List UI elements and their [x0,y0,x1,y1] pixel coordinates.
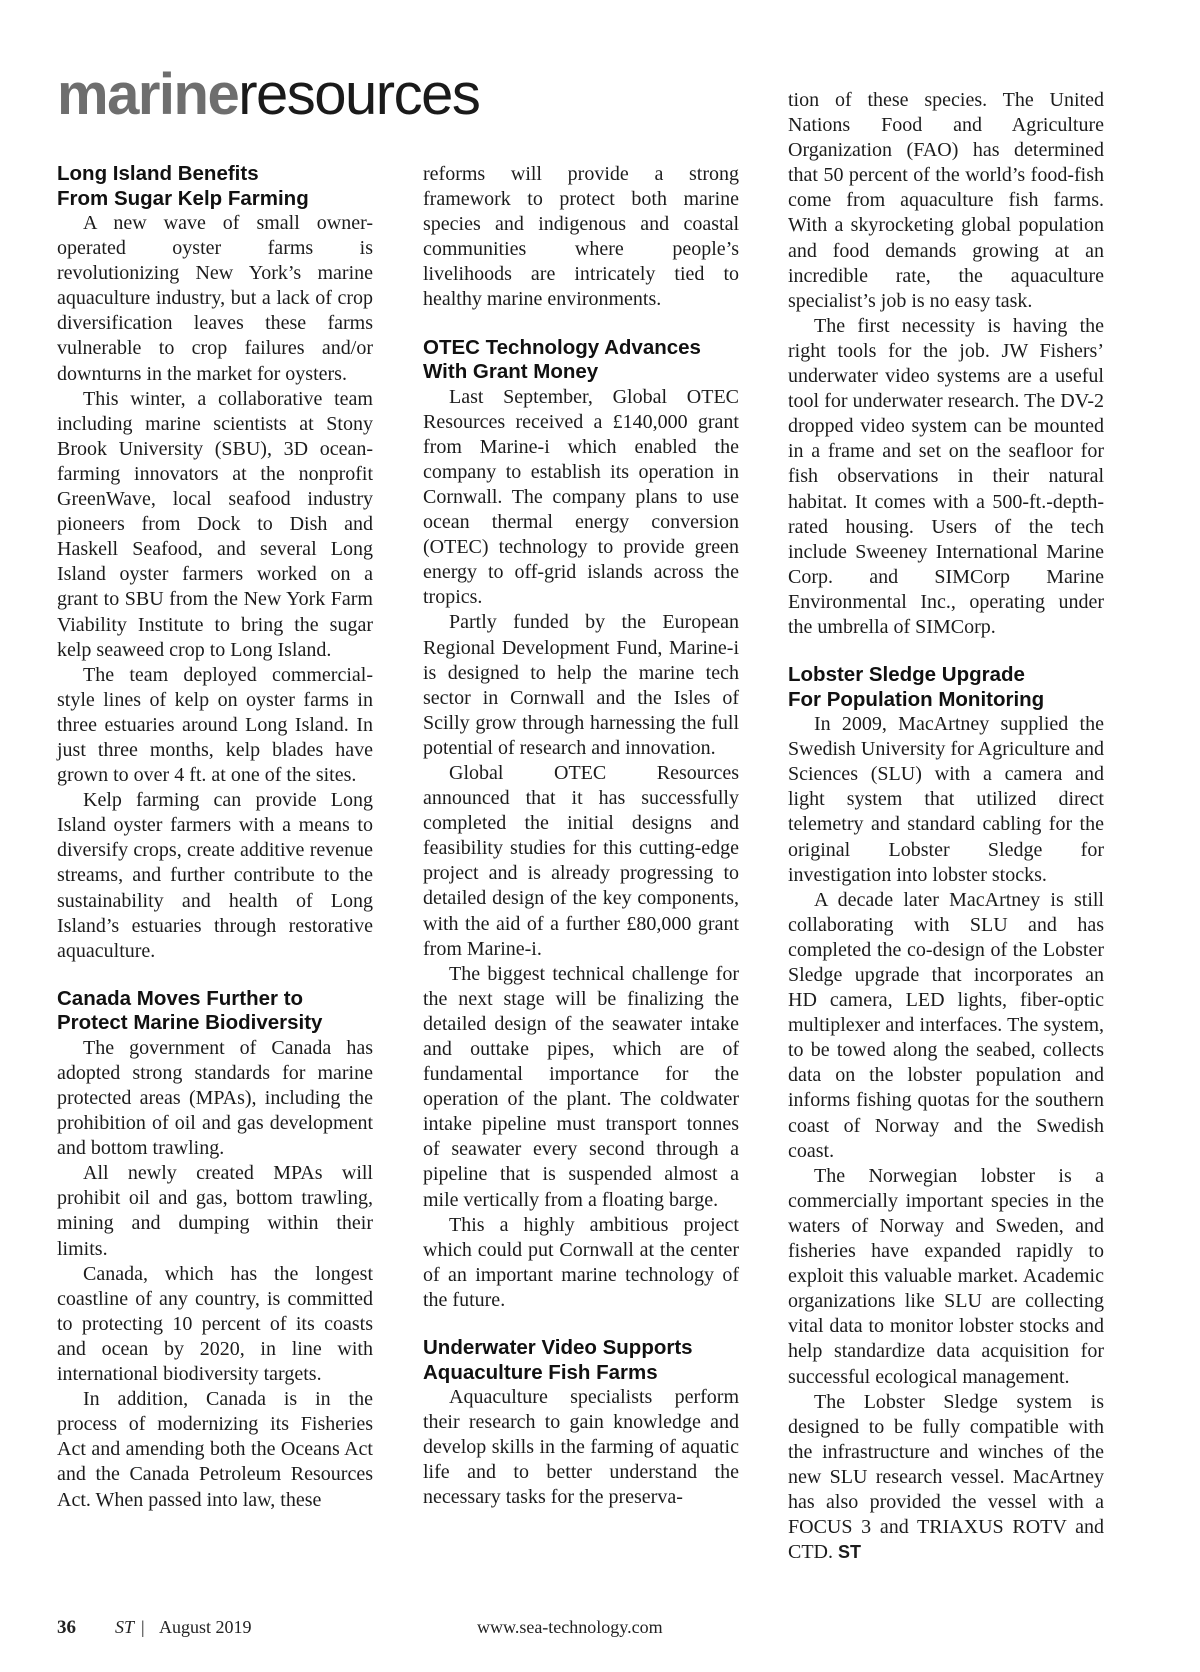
article-title-kelp: Long Island Benefits From Sugar Kelp Farming [57,162,309,210]
website-url: www.sea-technology.com [477,1617,663,1637]
article-title-video: Underwater Video Supports Aquaculture Fish Farms [423,1336,693,1384]
paragraph: The biggest technical challenge for the next stage will be finalizing the detailed design of the seawater intake and outtake pipes, which are of fundamental importance for the operation of the plant. The coldwater intake pipeline must transport tonnes of seawater every second through a pipeline that is suspended almost a mile vertically from a floating barge. [423,962,739,1211]
column-1 [57,162,373,1513]
paragraph: The Norwegian lobster is a commercially important species in the waters of Norway and Sweden, and fisheries have expanded rapidly to exploit this valuable market. Academic organizations like SLU are collecting vital data to monitor lobster stocks and help standardize data acquisition for successful ecological management. [788,1164,1104,1388]
section-masthead [57,62,480,127]
paragraph: This a highly ambitious project which could put Cornwall at the center of an important marine technology of the future. [423,1213,739,1311]
masthead-marine: marine [57,62,239,127]
paragraph: This winter, a collaborative team including marine scientists at Stony Brook University (SBU), 3D ocean-farming innovators at the nonprofit GreenWave, local seafood industry pioneers from Dock to Dish and Haskell Seafood, and several Long Island oyster farmers worked on a grant to SBU from the New York Farm Viability Institute to bring the sugar kelp seaweed crop to Long Island. [57,387,373,661]
paragraph: Last September, Global OTEC Resources received a £140,000 grant from Marine-i which enabled the company to establish its operation in Cornwall. The company plans to use ocean thermal energy conversion (OTEC) technology to provide green energy to off-grid islands across the tropics. [423,385,739,609]
paragraph: Aquaculture specialists perform their research to gain knowledge and develop skills in the farming of aquatic life and to better understand the necessary tasks for the preserva- [423,1386,739,1509]
paragraph: Global OTEC Resources announced that it has successfully completed the initial designs and feasibility studies for this cutting-edge project and is already progressing to detailed design of the key components, with the aid of a further £80,000 grant from Marine-i. [423,761,739,960]
column-3 [788,88,1104,1565]
paragraph-last [788,1390,1104,1566]
paragraph: The team deployed commercial-style lines of kelp on oyster farms in three estuaries around Long Island. In just three months, kelp blades have grown to over 4 ft. at one of the sites. [57,663,373,787]
masthead-resources: resources [238,62,480,127]
paragraph: Kelp farming can provide Long Island oyster farmers with a means to diversify crops, create additive revenue streams, and further contribute to the sustainability and health of Long Island’s estuaries through restorative aquaculture. [57,789,373,962]
footer-separator: | [141,1617,145,1637]
article-title-lobster: Lobster Sledge Upgrade For Population Monitoring [788,663,1045,711]
paragraph: A new wave of small owner-operated oyster farms is revolutionizing New York’s marine aquaculture industry, but a lack of crop diversification leaves these farms vulnerable to crop failures and/or downturns in the market for oysters. [57,212,373,385]
paragraph: All newly created MPAs will prohibit oil and gas, bottom trawling, mining and dumping within their limits. [57,1162,373,1260]
paragraph: Canada, which has the longest coastline of any country, is committed to protecting 10 percent of its coasts and ocean by 2020, in line with international biodiversity targets. [57,1262,373,1386]
paragraph: The first necessity is having the right tools for the job. JW Fishers’ underwater video systems are a useful tool for underwater research. The DV-2 dropped video system can be mounted in a frame and set on the seafloor for fish observations in their natural habitat. It comes with a 500-ft.-depth-rated housing. Users of the tech include Sweeney International Marine Corp. and SIMCorp Marine Environmental Inc., operating under the umbrella of SIMCorp. [788,314,1104,638]
end-mark: ST [838,1542,862,1563]
issue-date: August 2019 [159,1617,252,1637]
paragraph: In 2009, MacArtney supplied the Swedish University for Agriculture and Sciences (SLU) with a camera and light system that utilized direct telemetry and standard cabling for the original Lobster Sledge for investigation into lobster stocks. [788,713,1104,886]
paragraph: The government of Canada has adopted strong standards for marine protected areas (MPAs), including the prohibition of oil and gas development and bottom trawling. [57,1036,373,1160]
paragraph: In addition, Canada is in the process of modernizing its Fisheries Act and amending both the Oceans Act and the Canada Petroleum Resources Act. When passed into law, these [57,1388,373,1511]
column-2 [423,162,739,1511]
publication-name: ST [115,1617,135,1637]
paragraph: Partly funded by the European Regional Development Fund, Marine-i is designed to help the marine tech sector in Cornwall and the Isles of Scilly grow through harnessing the full potential of research and innovation. [423,611,739,759]
paragraph-text: The Lobster Sledge system is designed to be fully compatible with the infrastructure and winches of the new SLU research vessel. MacArtney has also provided the vessel with a FOCUS 3 and TRIAXUS ROTV and CTD. [788,1390,1104,1564]
page-number: 36 [57,1617,76,1638]
paragraph-continued: tion of these species. The United Nations Food and Agriculture Organization (FAO) has determined that 50 percent of the world’s food-fish come from aquaculture fish farms. With a skyrocketing global population and food demands growing at an incredible rate, the aquaculture specialist’s job is no easy task. [788,89,1104,312]
article-title-canada: Canada Moves Further to Protect Marine Biodiversity [57,986,323,1035]
paragraph-continued: reforms will provide a strong framework to protect both marine species and indigenous and coastal communities where people’s livelihoods are intricately tied to healthy marine environments. [423,163,739,311]
paragraph: A decade later MacArtney is still collaborating with SLU and has completed the co-design of the Lobster Sledge upgrade that incorporates an HD camera, LED lights, fiber-optic multiplexer and interfaces. The system, to be towed along the seabed, collects data on the lobster population and informs fishing quotas for the southern coast of Norway and the Swedish coast. [788,888,1104,1162]
article-title-otec: OTEC Technology Advances With Grant Money [423,335,701,384]
